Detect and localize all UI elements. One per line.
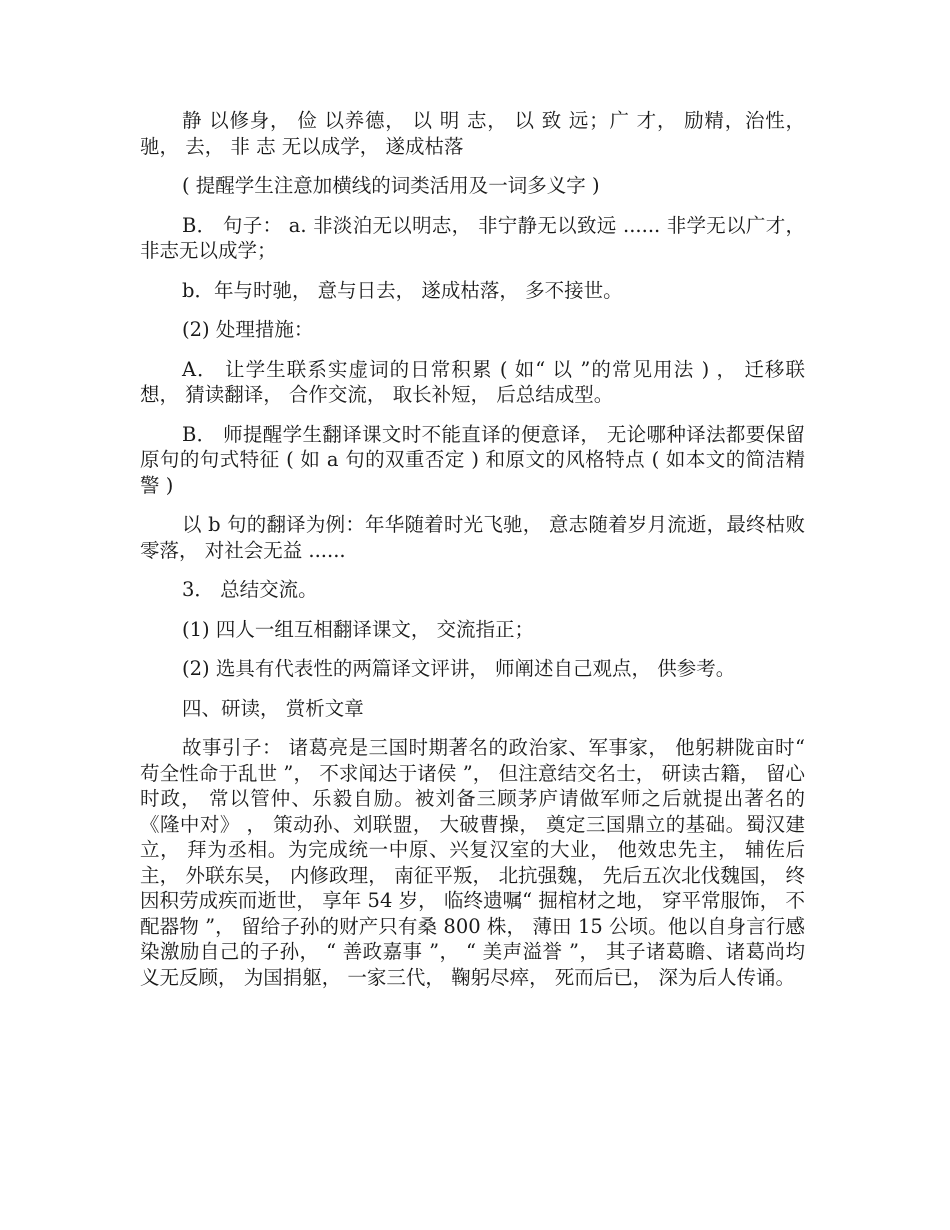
- paragraph-translation-example: 以 b 句的翻译为例：年华随着时光飞驰， 意志随着岁月流逝，最终枯败零落， 对社会无益 ......: [140, 513, 805, 562]
- document-body: [140, 108, 805, 1004]
- paragraph-measure-a: A． 让学生联系实虚词的日常积累 ( 如“ 以 ”的常见用法 ) ， 迁移联想， 猜读翻译， 合作交流， 取长补短， 后总结成型。: [140, 357, 805, 406]
- paragraph-measures-heading: (2) 处理措施：: [182, 318, 314, 341]
- paragraph-summary-1: (1) 四人一组互相翻译课文， 交流指正；: [182, 617, 535, 641]
- paragraph-sentence-b-item: b．年与时驰， 意与日去， 遂成枯落， 多不接世。: [182, 278, 623, 302]
- paragraph-summary-heading: 3． 总结交流。: [182, 578, 318, 601]
- paragraph-summary-2: (2) 选具有代表性的两篇译文评讲， 师阐述自己观点， 供参考。: [182, 657, 736, 680]
- section-heading-study: 四、研读， 赏析文章: [182, 696, 364, 720]
- paragraph-story-intro: 故事引子： 诸葛亮是三国时期著名的政治家、军事家， 他躬耕陇亩时“ 苟全性命于乱世 ”， 不求闻达于诸侯 ”， 但注意结交名士， 研读古籍， 留心时政， 常以管仲、乐毅自励。被刘备三顾茅庐请做军师之后就提出著名的《隆中对》 ， 策动孙、刘联盟， 大破曹操， 奠定三国鼎立的基础。蜀汉建立， 拜为丞相。为完成统一中原、兴复汉室的大业， 他效忠先主， 辅佐后主， 外联东吴， 内修政理， 南征平叛， 北抗强魏， 先后五次北伐魏国， 终因积劳成疾而逝世， 享年 54 岁， 临终遗嘱“ 掘棺材之地， 穿平常服饰， 不配器物 ”， 留给子孙的财产只有桑 800 株， 薄田 15 公顷。他以自身言行感染激励自己的子孙， “ 善政嘉事 ”， “ 美声溢誉 ”， 其子诸葛瞻、诸葛尚均义无反顾， 为国捐躯， 一家三代， 鞠躬尽瘁， 死而后已， 深为后人传诵。: [140, 736, 805, 989]
- paragraph-reminder-note: ( 提醒学生注意加横线的词类活用及一词多义字 ): [182, 174, 600, 197]
- paragraph-measure-b: B． 师提醒学生翻译课文时不能直译的便意译， 无论哪种译法都要保留原句的句式特征 ( 如 a 句的双重否定 ) 和原文的风格特点 ( 如本文的简洁精警 ): [140, 422, 805, 497]
- paragraph-sentences-b: B． 句子： a. 非淡泊无以明志， 非宁静无以致远 ...... 非学无以广才， 非志无以成学；: [140, 213, 805, 262]
- paragraph-classical-text: 静 以修身， 俭 以养德， 以 明 志， 以 致 远；广 才， 励精，治性， 驰， 去， 非 志 无以成学， 遂成枯落: [140, 109, 805, 158]
